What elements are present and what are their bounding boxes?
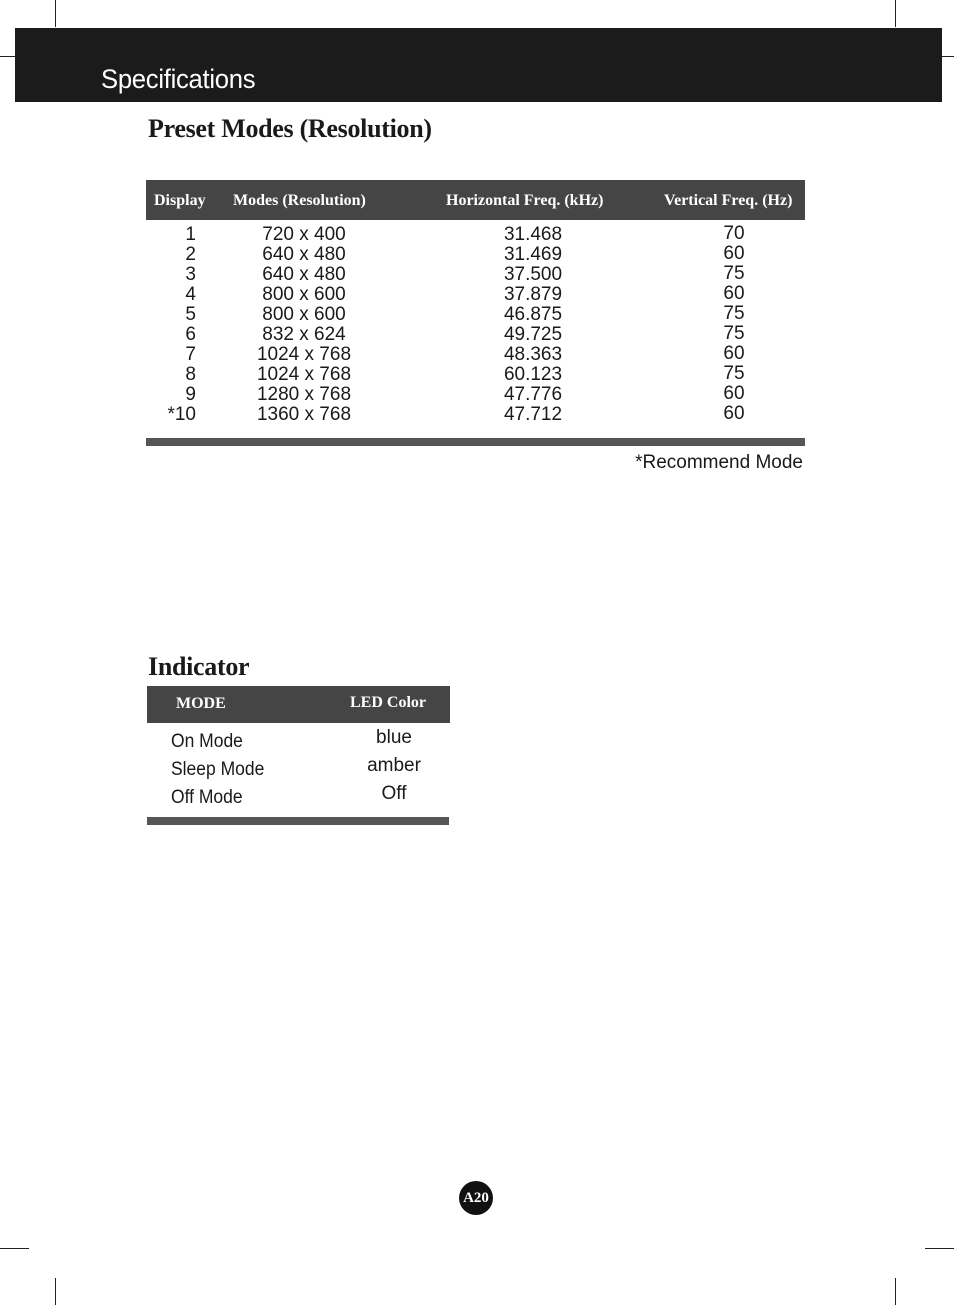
display-column xyxy=(150,225,196,425)
col-vfreq-header: Vertical Freq. (Hz) xyxy=(664,192,793,209)
crop-mark xyxy=(925,1248,954,1249)
table-cell: On Mode xyxy=(171,731,243,752)
col-hfreq-header: Horizontal Freq. (kHz) xyxy=(446,192,604,209)
vfreq-column xyxy=(704,224,764,424)
table-cell: amber xyxy=(367,755,421,776)
table-cell: 37.879 xyxy=(503,284,563,305)
crop-mark xyxy=(895,1278,896,1305)
table-cell: 60 xyxy=(723,283,745,304)
preset-table-header xyxy=(146,180,805,220)
table-cell: 47.712 xyxy=(503,404,563,425)
table-cell: Sleep Mode xyxy=(171,759,265,780)
table-cell: 47.776 xyxy=(503,384,563,405)
table-cell: 75 xyxy=(723,263,745,284)
table-cell: 48.363 xyxy=(503,344,563,365)
page-number-badge: A20 xyxy=(459,1181,493,1215)
table-cell: 832 x 624 xyxy=(262,324,346,345)
table-cell: 4 xyxy=(185,284,196,305)
table-cell: 46.875 xyxy=(503,304,563,325)
table-cell: Off Mode xyxy=(171,787,243,808)
table-cell: 640 x 480 xyxy=(262,264,346,285)
table-cell: 1360 x 768 xyxy=(256,404,352,425)
hfreq-column xyxy=(488,225,578,425)
table-cell: 37.500 xyxy=(503,264,563,285)
table-cell: 6 xyxy=(185,324,196,345)
preset-table-bottom-rule xyxy=(146,438,805,446)
table-cell: 60 xyxy=(723,383,745,404)
indicator-title: Indicator xyxy=(148,652,250,681)
table-cell: 60 xyxy=(723,403,745,424)
table-cell: 49.725 xyxy=(503,324,563,345)
table-cell: 70 xyxy=(723,223,745,244)
table-cell: 800 x 600 xyxy=(262,304,346,325)
crop-mark xyxy=(55,0,56,27)
page-header-title: Specifications xyxy=(101,64,256,94)
table-cell: 3 xyxy=(185,264,196,285)
indicator-table-bottom-rule xyxy=(147,817,449,825)
table-cell: 75 xyxy=(723,323,745,344)
table-cell: blue xyxy=(376,727,412,748)
col-display-header: Display xyxy=(154,192,206,209)
table-cell: 8 xyxy=(185,364,196,385)
table-cell: 2 xyxy=(185,244,196,265)
table-cell: *10 xyxy=(167,404,196,425)
crop-mark xyxy=(895,0,896,27)
table-cell: 60 xyxy=(723,343,745,364)
table-cell: 1024 x 768 xyxy=(256,364,352,385)
table-cell: 60 xyxy=(723,243,745,264)
table-cell: 7 xyxy=(185,344,196,365)
table-cell: 1280 x 768 xyxy=(256,384,352,405)
table-cell: Off xyxy=(381,783,407,804)
table-cell: 1 xyxy=(185,224,196,245)
table-cell: 9 xyxy=(185,384,196,405)
col-mode-header: MODE xyxy=(176,695,226,712)
crop-mark xyxy=(55,1278,56,1305)
col-modes-header: Modes (Resolution) xyxy=(233,192,366,209)
table-cell: 31.468 xyxy=(503,224,563,245)
crop-mark xyxy=(0,1248,29,1249)
recommend-mode-note: *Recommend Mode xyxy=(635,452,803,473)
modes-column xyxy=(234,225,374,425)
table-cell: 60.123 xyxy=(503,364,563,385)
table-cell: 640 x 480 xyxy=(262,244,346,265)
table-cell: 31.469 xyxy=(503,244,563,265)
indicator-table-header xyxy=(147,686,450,723)
table-cell: 1024 x 768 xyxy=(256,344,352,365)
col-led-color-header: LED Color xyxy=(350,694,426,711)
indicator-mode-column xyxy=(171,728,264,812)
table-cell: 720 x 400 xyxy=(262,224,346,245)
table-cell: 75 xyxy=(723,303,745,324)
preset-modes-title: Preset Modes (Resolution) xyxy=(148,114,432,143)
indicator-led-column xyxy=(350,724,438,808)
table-cell: 5 xyxy=(185,304,196,325)
table-cell: 75 xyxy=(723,363,745,384)
table-cell: 800 x 600 xyxy=(262,284,346,305)
